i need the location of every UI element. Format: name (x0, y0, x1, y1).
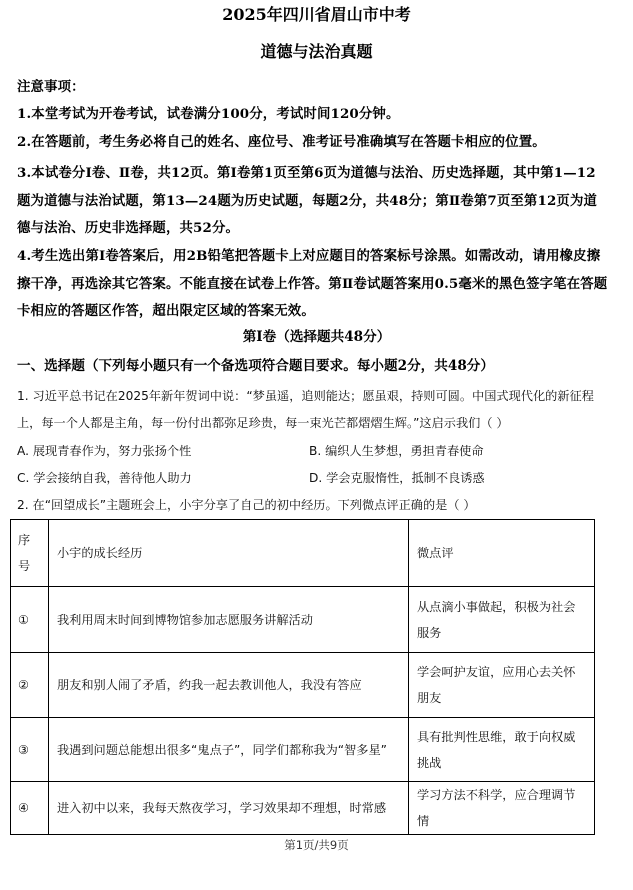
question-1-option-d: D. 学会克服惰性，抵制不良诱惑 (309, 471, 485, 485)
question-1-option-b: B. 编织人生梦想，勇担青春使命 (309, 444, 484, 458)
table-row (11, 653, 595, 718)
table-row (11, 718, 595, 782)
exam-subtitle: 道德与法治真题 (260, 42, 373, 61)
question-1-option-c: C. 学会接纳自我，善待他人助力 (17, 471, 192, 485)
row-comment: 具有批判性思维，敢于向权威挑战 (409, 718, 595, 782)
row-comment: 学习方法不科学，应合理调节情 (409, 782, 595, 835)
table-header-row (11, 520, 595, 587)
notice-heading: 注意事项： (17, 79, 85, 95)
growth-table (10, 519, 595, 835)
notice-item-3: 3.本试卷分Ⅰ卷、Ⅱ卷，共12页。第Ⅰ卷第1页至第6页为道德与法治、历史选择题，其中第1—12题为道德与法治试题，第13—24题为历史试题，每题2分，共48分；第Ⅱ卷第7页至第12页为道德与法治、历史非选择题，共52分。 (17, 165, 598, 236)
row-comment: 从点滴小事做起，积极为社会服务 (409, 587, 595, 653)
row-index: ③ (11, 718, 49, 782)
part-title: 第Ⅰ卷（选择题共48分） (242, 329, 391, 345)
question-1-stem: 1. 习近平总书记在2025年新年贺词中说：“梦虽遥，追则能达；愿虽艰，持则可圆。中国式现代化的新征程上，每一个人都是主角，每一份付出都弥足珍贵，每一束光芒都熠熠生辉。”这启示我们（ ） (17, 389, 594, 430)
question-2-stem: 2. 在“回望成长”主题班会上，小宇分享了自己的初中经历。下列微点评正确的是（ ） (17, 498, 476, 512)
notice-item-1: 1.本堂考试为开卷考试，试卷满分100分，考试时间120分钟。 (17, 106, 400, 122)
notice-item-2: 2.在答题前，考生务必将自己的姓名、座位号、准考证号准确填写在答题卡相应的位置。 (17, 134, 546, 150)
row-experience: 进入初中以来，我每天熬夜学习，学习效果却不理想，时常感 (49, 782, 409, 835)
table-row (11, 587, 595, 653)
header-index: 序号 (11, 520, 49, 587)
table-row (11, 782, 595, 835)
exam-title: 2025年四川省眉山市中考 (222, 5, 411, 24)
row-experience: 朋友和别人闹了矛盾，约我一起去教训他人，我没有答应 (49, 653, 409, 718)
page-number: 第1页/共9页 (284, 838, 349, 852)
question-1-option-a: A. 展现青春作为，努力张扬个性 (17, 444, 192, 458)
header-comment: 微点评 (409, 520, 595, 587)
row-index: ① (11, 587, 49, 653)
row-index: ④ (11, 782, 49, 835)
row-experience: 我遇到问题总能想出很多“鬼点子”，同学们都称我为“智多星” (49, 718, 409, 782)
row-experience: 我利用周末时间到博物馆参加志愿服务讲解活动 (49, 587, 409, 653)
row-comment: 学会呵护友谊，应用心去关怀朋友 (409, 653, 595, 718)
section-title: 一、选择题（下列每小题只有一个备选项符合题目要求。每小题2分，共48分） (17, 358, 494, 374)
header-experience: 小宇的成长经历 (49, 520, 409, 587)
row-index: ② (11, 653, 49, 718)
notice-item-4: 4.考生选出第Ⅰ卷答案后，用2B铅笔把答题卡上对应题目的答案标号涂黑。如需改动，请用橡皮擦擦干净，再选涂其它答案。不能直接在试卷上作答。第Ⅱ卷试题答案用0.5毫米的黑色签字笔在答题卡相应的答题区作答，超出限定区域的答案无效。 (17, 248, 608, 319)
